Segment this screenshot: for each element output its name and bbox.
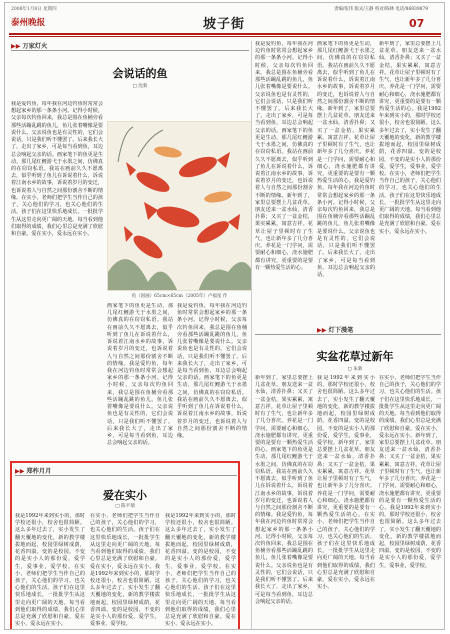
section-title: 坡子街 [203,17,246,32]
article-title-top: 会说话的鱼 [112,67,168,80]
painting-caption: 鱼（国画）65cm×65cm（2005年）卢福星 作 [131,294,228,299]
column-rule [11,50,249,51]
divider-vertical [251,41,252,630]
marker-icon: ▶▶ [317,327,327,334]
column-head-mid: ▶▶ 灯下漫笔 [317,327,354,334]
text-block-col2a: 画家笔下的鱼更是生动，那几尾红鲤游弋于水墨之间，仿佛真的在窃窃私语。我站在画前久久不愿离去，似乎听到了鱼儿在诉说着什么，诉说着江南水乡的故事，诉说着岁月的变迁，也诉说着人与自然之间那份割舍不断的情缘。我是爱钓鱼，每年我在河边钓鱼时常常会想起家乡的那一条条小河。记得小时候，父亲每次钓鱼回来，我总是围在鱼桶旁看那些活蹦乱跳的鱼儿，鱼儿张着嘴像是要说什么。父亲说鱼也是有灵性的，它们会说话，只是我们听不懂罢了。后来我长大了，走出了家乡，可是每当看到鱼，耳边总会响起父亲的话。 [107,303,173,447]
text-block-col1: 我是爱钓鱼，每年我在河边钓鱼时常常会想起家乡的那一条条小河。记得小时候，父亲每次钓鱼回来，我总是围在鱼桶旁看那些活蹦乱跳的鱼儿，鱼儿张着嘴像是要说什么。父亲说鱼也是有灵性的，它们会说话，只是我们听不懂罢了。后来我长大了，走出了家乡，可是每当看到鱼，耳边总会响起父亲的话。画家笔下的鱼更是生动，那几尾红鲤游弋于水墨之间，仿佛真的在窃窃私语。我站在画前久久不愿离去，似乎听到了鱼儿在诉说着什么，诉说着江南水乡的故事，诉说着岁月的变迁，也诉说着人与自然之间那份割舍不断的情缘。在实小，老师们把学生当作自己的孩子，关心他们的学习，也关心他们的生活。孩子们在这里快乐地成长，一批批学生从这里走向更广阔的天地。每当看到他们取得的成绩，我们心里总是充满了欣慰和自豪。爱在实小，爱永远在实小。 [11,101,103,237]
text-block-col4b: 我是1992年来到实小的，那时学校还很小，校舍也很简陋。这么多年过去了，实小发生了翻天覆地的变化，新的教学楼拔地而起，校园里绿树成荫，花香四溢。变的是校园，不变的是实小人的那份爱，爱学生，爱事业，爱学校。新年到了，家里总要摆上几盆花草。朋友送来一盆水仙，清香扑鼻；又买了一盆金桔，果实累累，寓意吉祥。花草让屋子里顿时有了生气，也让新年多了几分喜庆。养花是一门学问，需要耐心和细心，浇水施肥都有讲究，更重要的是要有一颗热爱生活的心。在实小，老师们把学生当作自己的孩子，关心他们的学习，也关心他们的生活。孩子们在这里快乐地成长，一批批学生从这里走向更广阔的天地。每当看到他们取得的成绩，我们心里总是充满了欣慰和自豪。爱在实小，爱永远在实小。 [317,375,375,591]
article-title-mid: 实盆花草过新年 [316,350,394,363]
issue-date: 2008年1月8日 星期四 [11,7,57,12]
fish-painting [107,121,252,291]
column-head-top: ▶▶ 万家灯火 [11,43,48,50]
column-head-bottom: ▶▶ 郑柞月月 [15,468,52,475]
text-block-col4c: 在实小，老师们把学生当作自己的孩子，关心他们的学习，也关心他们的生活。孩子们在这里快乐地成长，一批批学生从这里走向更广阔的天地。每当看到他们取得的成绩，我们心里总是充满了欣慰和自豪。爱在实小，爱永远在实小。新年到了，家里总要摆上几盆花草。朋友送来一盆水仙，清香扑鼻；又买了一盆金桔，果实累累，寓意吉祥。花草让屋子里顿时有了生气，也让新年多了几分喜庆。养花是一门学问，需要耐心和细心，浇水施肥都有讲究，更重要的是要有一颗热爱生活的心。我是1992年来到实小的，那时学校还很小，校舍也很简陋。这么多年过去了，实小发生了翻天覆地的变化，新的教学楼拔地而起，校园里绿树成荫，花香四溢。变的是校园，不变的是实小人的那份爱，爱学生，爱事业，爱学校。 [379,375,441,569]
text-block-bottom-c: 我是1992年来到实小的，那时学校还很小，校舍也很简陋。这么多年过去了，实小发生了翻天覆地的变化，新的教学楼拔地而起，校园里绿树成荫，花香四溢。变的是校园，不变的是实小人的那份爱，爱学生，爱事业，爱学校。在实小，老师们把学生当作自己的孩子，关心他们的学习，也关心他们的生活。孩子们在这里快乐地成长，一批批学生从这里走向更广阔的天地。每当看到他们取得的成绩，我们心里总是充满了欣慰和自豪。爱在实小，爱永远在实小。 [165,513,236,628]
marker-icon: ▶▶ [15,468,25,475]
byline-top: □ 沈新 [132,84,148,89]
editor-meta: 责编/张伟 版式/王静 校对/陈林 电话/86839879 [334,7,428,12]
column-rule-mid [255,334,441,335]
header-rule [9,33,441,35]
paper-name: 泰州晚报 [11,18,46,28]
text-block-col2b: 我是爱钓鱼，每年我在河边钓鱼时常常会想起家乡的那一条条小河。记得小时候，父亲每次钓鱼回来，我总是围在鱼桶旁看那些活蹦乱跳的鱼儿，鱼儿张着嘴像是要说什么。父亲说鱼也是有灵性的，它们会说话，只是我们听不懂罢了。后来我长大了，走出了家乡，可是每当看到鱼，耳边总会响起父亲的话。画家笔下的鱼更是生动，那几尾红鲤游弋于水墨之间，仿佛真的在窃窃私语。我站在画前久久不愿离去，似乎听到了鱼儿在诉说着什么，诉说着江南水乡的故事，诉说着岁月的变迁，也诉说着人与自然之间那份割舍不断的情缘。 [177,303,247,439]
text-block-bottom-b: 在实小，老师们把学生当作自己的孩子，关心他们的学习，也关心他们的生活。孩子们在这里快乐地成长，一批批学生从这里走向更广阔的天地。每当看到他们取得的成绩，我们心里总是充满了欣慰和自豪。爱在实小，爱永远在实小。我是1992年来到实小的，那时学校还很小，校舍也很简陋。这么多年过去了，实小发生了翻天覆地的变化，新的教学楼拔地而起，校园里绿树成荫，花香四溢。变的是校园，不变的是实小人的那份爱，爱学生，爱事业，爱学校。 [90,513,160,628]
marker-icon: ▶▶ [11,43,21,50]
newspaper-page [4,2,445,630]
column-rule-bottom [15,475,237,476]
byline-bottom: □ 陈平瑞 [115,504,135,509]
fish-painting-svg [108,122,252,291]
text-block-col3a: 我是爱钓鱼，每年我在河边钓鱼时常常会想起家乡的那一条条小河。记得小时候，父亲每次钓鱼回来，我总是围在鱼桶旁看那些活蹦乱跳的鱼儿，鱼儿张着嘴像是要说什么。父亲说鱼也是有灵性的，它们会说话，只是我们听不懂罢了。后来我长大了，走出了家乡，可是每当看到鱼，耳边总会响起父亲的话。画家笔下的鱼更是生动，那几尾红鲤游弋于水墨之间，仿佛真的在窃窃私语。我站在画前久久不愿离去，似乎听到了鱼儿在诉说着什么，诉说着江南水乡的故事，诉说着岁月的变迁，也诉说着人与自然之间那份割舍不断的情缘。新年到了，家里总要摆上几盆花草。朋友送来一盆水仙，清香扑鼻；又买了一盆金桔，果实累累，寓意吉祥。花草让屋子里顿时有了生气，也让新年多了几分喜庆。养花是一门学问，需要耐心和细心，浇水施肥都有讲究，更重要的是要有一颗热爱生活的心。 [255,41,313,271]
text-block-col3b: 画家笔下的鱼更是生动，那几尾红鲤游弋于水墨之间，仿佛真的在窃窃私语。我站在画前久久不愿离去，似乎听到了鱼儿在诉说着什么，诉说着江南水乡的故事，诉说着岁月的变迁，也诉说着人与自然之间那份割舍不断的情缘。新年到了，家里总要摆上几盆花草。朋友送来一盆水仙，清香扑鼻；又买了一盆金桔，果实累累，寓意吉祥。花草让屋子里顿时有了生气，也让新年多了几分喜庆。养花是一门学问，需要耐心和细心，浇水施肥都有讲究，更重要的是要有一颗热爱生活的心。我是爱钓鱼，每年我在河边钓鱼时常常会想起家乡的那一条条小河。记得小时候，父亲每次钓鱼回来，我总是围在鱼桶旁看那些活蹦乱跳的鱼儿，鱼儿张着嘴像是要说什么。父亲说鱼也是有灵性的，它们会说话，只是我们听不懂罢了。后来我长大了，走出了家乡，可是每当看到鱼，耳边总会响起父亲的话。 [317,41,375,278]
text-block-col4a: 新年到了，家里总要摆上几盆花草。朋友送来一盆水仙，清香扑鼻；又买了一盆金桔，果实累累，寓意吉祥。花草让屋子里顿时有了生气，也让新年多了几分喜庆。养花是一门学问，需要耐心和细心，浇水施肥都有讲究，更重要的是要有一颗热爱生活的心。画家笔下的鱼更是生动，那几尾红鲤游弋于水墨之间，仿佛真的在窃窃私语。我站在画前久久不愿离去，似乎听到了鱼儿在诉说着什么，诉说着江南水乡的故事，诉说着岁月的变迁，也诉说着人与自然之间那份割舍不断的情缘。我是爱钓鱼，每年我在河边钓鱼时常常会想起家乡的那一条条小河。记得小时候，父亲每次钓鱼回来，我总是围在鱼桶旁看那些活蹦乱跳的鱼儿，鱼儿张着嘴像是要说什么。父亲说鱼也是有灵性的，它们会说话，只是我们听不懂罢了。后来我长大了，走出了家乡，可是每当看到鱼，耳边总会响起父亲的话。 [255,375,313,605]
byline-mid: □ 朱新 [347,367,363,372]
text-block-bottom-a: 我是1992年来到实小的，那时学校还很小，校舍也很简陋。这么多年过去了，实小发生了翻天覆地的变化，新的教学楼拔地而起，校园里绿树成荫，花香四溢。变的是校园，不变的是实小人的那份爱，爱学生，爱事业，爱学校。在实小，老师们把学生当作自己的孩子，关心他们的学习，也关心他们的生活。孩子们在这里快乐地成长，一批批学生从这里走向更广阔的天地。每当看到他们取得的成绩，我们心里总是充满了欣慰和自豪。爱在实小，爱永远在实小。 [15,513,85,628]
page-number: 07 [409,17,425,30]
article-title-bottom: 爱在实小 [103,489,147,502]
header-rule-thin [9,36,441,37]
text-block-col3c: 新年到了，家里总要摆上几盆花草。朋友送来一盆水仙，清香扑鼻；又买了一盆金桔，果实累累，寓意吉祥。花草让屋子里顿时有了生气，也让新年多了几分喜庆。养花是一门学问，需要耐心和细心，浇水施肥都有讲究，更重要的是要有一颗热爱生活的心。我是1992年来到实小的，那时学校还很小，校舍也很简陋。这么多年过去了，实小发生了翻天覆地的变化，新的教学楼拔地而起，校园里绿树成荫，花香四溢。变的是校园，不变的是实小人的那份爱，爱学生，爱事业，爱学校。在实小，老师们把学生当作自己的孩子，关心他们的学习，也关心他们的生活。孩子们在这里快乐地成长，一批批学生从这里走向更广阔的天地。每当看到他们取得的成绩，我们心里总是充满了欣慰和自豪。爱在实小，爱永远在实小。 [379,41,441,235]
